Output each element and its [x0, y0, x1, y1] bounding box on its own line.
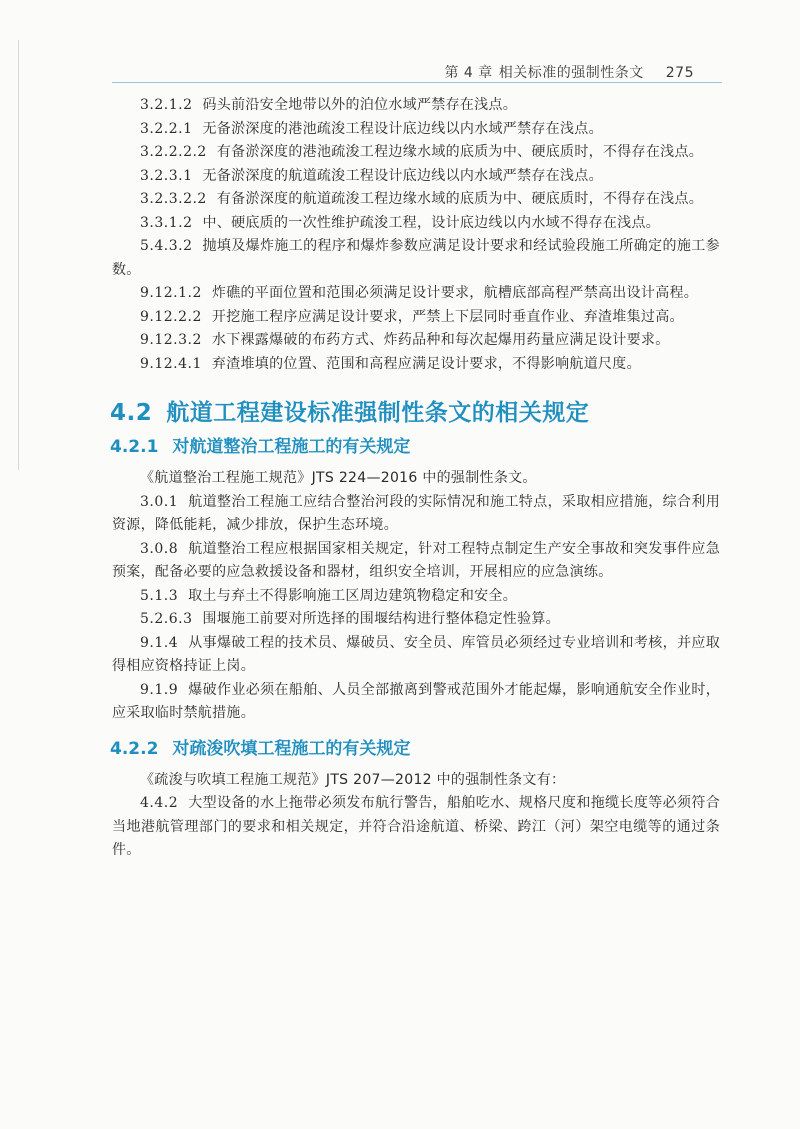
clause [112, 165, 720, 189]
clause-number: 9.12.2.2 [140, 308, 202, 325]
clause-text: 中、硬底质的一次性维护疏浚工程，设计底边线以内水域不得存在浅点。 [202, 214, 661, 231]
clause [112, 608, 720, 632]
clause-number: 3.2.1.2 [140, 97, 193, 113]
clause [112, 282, 720, 306]
clause [112, 306, 720, 330]
clause-text: 爆破作业必须在船舶、人员全部撤离到警戒范围外才能起爆，影响通航安全作业时，应采取临时禁航措施。 [112, 681, 720, 721]
clause-number: 9.1.4 [140, 634, 179, 651]
clause-text: 开挖施工程序应满足设计要求，严禁上下层同时垂直作业、弃渣堆集过高。 [211, 308, 684, 325]
header-chapter: 第 4 章 [444, 65, 493, 81]
section-heading-4-2 [110, 398, 720, 428]
header-rule [112, 82, 722, 83]
clause-number: 3.0.8 [140, 540, 179, 557]
clause-text: 有备淤深度的港池疏浚工程边缘水域的底质为中、硬底质时，不得存在浅点。 [216, 144, 704, 160]
clause [112, 632, 720, 679]
clause-number: 4.4.2 [140, 795, 179, 811]
page-edge-rule [18, 40, 19, 470]
clause-text: 水下裸露爆破的布药方式、炸药品种和每次起爆用药量应满足设计要求。 [211, 332, 670, 348]
clause [112, 353, 720, 377]
clause [112, 188, 720, 212]
clause [112, 118, 720, 142]
clause-text: 炸礁的平面位置和范围必须满足设计要求，航槽底部高程严禁高出设计高程。 [211, 285, 699, 301]
top-clauses [112, 94, 720, 376]
standard-intro: 《疏浚与吹填工程施工规范》JTS 207—2012 中的强制性条文有： [140, 771, 566, 788]
header-title: 相关标准的强制性条文 [498, 65, 644, 81]
clause-number: 3.2.2.1 [140, 120, 193, 137]
clause-text: 航道整治工程应根据国家相关规定，针对工程特点制定生产安全事故和突发事件应急预案，配备必要的应急救援设备和器材，组织安全培训，开展相应的应急演练。 [112, 540, 720, 580]
clause-text: 弃渣堆填的位置、范围和高程应满足设计要求，不得影响航道尺度。 [211, 355, 641, 372]
running-header [0, 0, 800, 84]
subsection-heading-4-2-1 [110, 434, 720, 460]
clause-text: 无备淤深度的港池疏浚工程设计底边线以内水域严禁存在浅点。 [202, 120, 603, 137]
clause [112, 212, 720, 236]
clause-text: 抛填及爆炸施工的程序和爆炸参数应满足设计要求和经试验段施工所确定的施工参数。 [112, 238, 720, 278]
subsection-title: 对航道整治工程施工的有关规定 [172, 437, 411, 457]
clause-text: 无备淤深度的航道疏浚工程设计底边线以内水域严禁存在浅点。 [202, 167, 603, 184]
subsection-heading-4-2-2 [110, 736, 720, 762]
clause-number: 9.12.3.2 [140, 332, 202, 348]
clause [112, 538, 720, 585]
clause [112, 94, 720, 118]
clause-number: 3.2.3.1 [140, 167, 193, 184]
clause-text: 取土与弃土不得影响施工区周边建筑物稳定和安全。 [188, 587, 518, 604]
section-number: 4.2 [110, 400, 153, 426]
clause [112, 329, 720, 353]
clause-text: 围堰施工前要对所选择的围堰结构进行整体稳定性验算。 [202, 611, 560, 627]
clause-text: 从事爆破工程的技术员、爆破员、安全员、库管员必须经过专业培训和考核，并应取得相应资格持证上岗。 [112, 634, 720, 674]
clause-number: 9.1.9 [140, 681, 179, 698]
clause-number: 5.4.3.2 [140, 238, 193, 254]
clause [112, 585, 720, 609]
clause-number: 3.2.3.2.2 [140, 191, 207, 207]
standard-intro: 《航道整治工程施工规范》JTS 224—2016 中的强制性条文。 [140, 470, 537, 486]
page-number: 275 [665, 65, 694, 81]
section-title: 航道工程建设标准强制性条文的相关规定 [166, 400, 590, 426]
clause [112, 792, 720, 863]
page-body [112, 94, 720, 863]
clause [112, 679, 720, 726]
clause-number: 3.3.1.2 [140, 214, 193, 231]
clause-text: 大型设备的水上拖带必须发布航行警告，船舶吃水、规格尺度和拖缆长度等必须符合当地港航管理部门的要求和相关规定，并符合沿途航道、桥梁、跨江（河）架空电缆等的通过条件。 [112, 795, 720, 858]
clause-number: 5.1.3 [140, 587, 179, 604]
clause-number: 9.12.4.1 [140, 355, 202, 372]
clause-number: 3.2.2.2.2 [140, 144, 207, 160]
clause-text: 码头前沿安全地带以外的泊位水域严禁存在浅点。 [202, 97, 518, 113]
subsection-number: 4.2.1 [110, 437, 159, 457]
clause-number: 9.12.1.2 [140, 285, 202, 301]
clause-number: 5.2.6.3 [140, 611, 193, 627]
clause [112, 235, 720, 282]
subsection-number: 4.2.2 [110, 738, 159, 759]
running-header-text [300, 62, 694, 82]
clause [112, 141, 720, 165]
clause [112, 491, 720, 538]
subsection-title: 对疏浚吹填工程施工的有关规定 [172, 738, 411, 759]
clause-text: 有备淤深度的航道疏浚工程边缘水域的底质为中、硬底质时，不得存在浅点。 [216, 191, 704, 207]
clause-number: 3.0.1 [140, 493, 179, 510]
clause-text: 航道整治工程施工应结合整治河段的实际情况和施工特点，采取相应措施，综合利用资源，降低能耗，减少排放，保护生态环境。 [112, 493, 720, 533]
